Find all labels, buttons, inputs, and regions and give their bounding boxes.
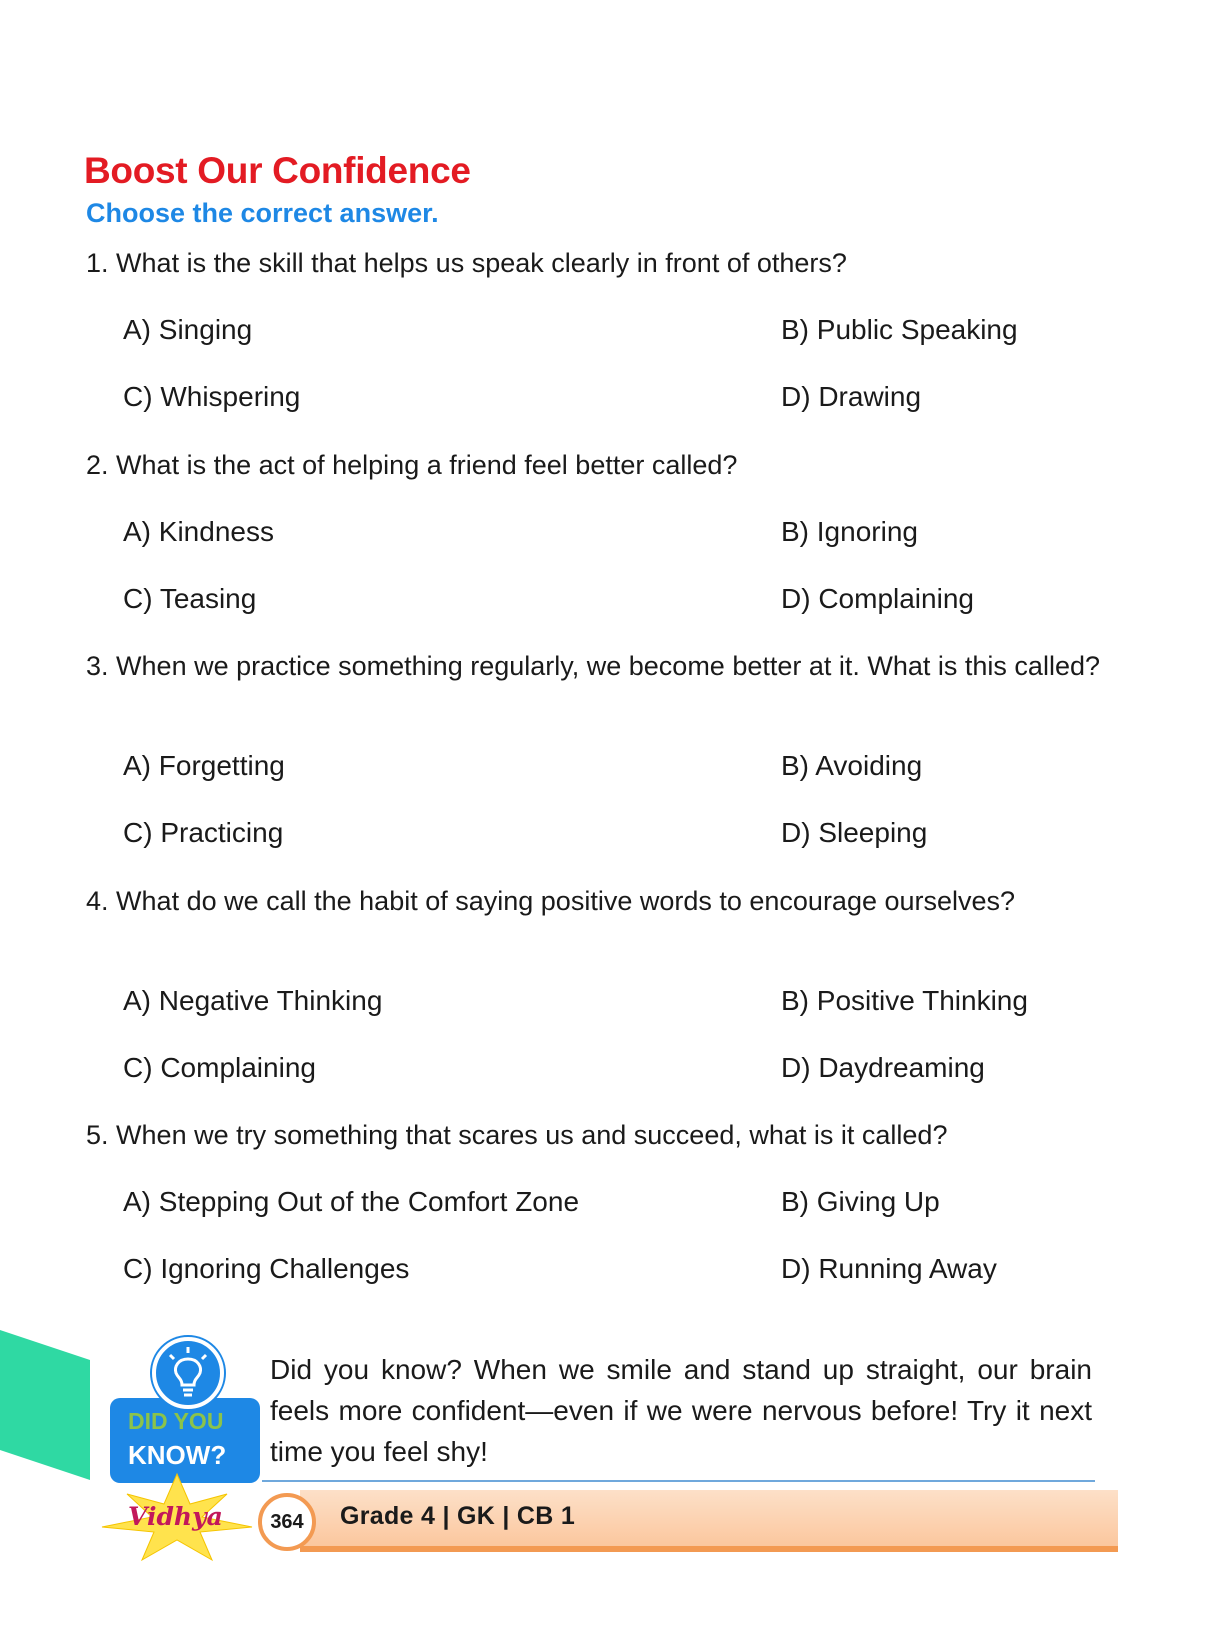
- question-3: [86, 649, 1120, 683]
- question-2: [86, 448, 1120, 482]
- option-1c[interactable]: C) Whispering: [123, 381, 301, 412]
- option-5c[interactable]: C) Ignoring Challenges: [123, 1253, 410, 1284]
- question-number: 1.: [86, 248, 109, 278]
- badge-line-1: DID YOU: [128, 1408, 224, 1434]
- option-1d[interactable]: D) Drawing: [781, 381, 922, 412]
- did-you-know-text: Did you know? When we smile and stand up straight, our brain feels more confident—even if we were nervous before! Try it next time you feel shy!: [270, 1354, 1092, 1467]
- lightbulb-icon: [152, 1337, 224, 1409]
- question-text: What is the skill that helps us speak clearly in front of others?: [116, 248, 847, 278]
- question-text: What do we call the habit of saying positive words to encourage ourselves?: [116, 886, 1016, 916]
- divider: [262, 1480, 1095, 1482]
- question-number: 5.: [86, 1120, 109, 1150]
- question-number: 3.: [86, 651, 109, 681]
- option-3c[interactable]: C) Practicing: [123, 817, 284, 848]
- option-3a[interactable]: A) Forgetting: [123, 750, 285, 781]
- instruction-text: Choose the correct answer.: [86, 198, 439, 228]
- question-number: 4.: [86, 886, 109, 916]
- option-2a[interactable]: A) Kindness: [123, 516, 274, 547]
- badge-line-2: KNOW?: [128, 1440, 227, 1470]
- option-3b[interactable]: B) Avoiding: [781, 750, 923, 781]
- option-2c[interactable]: C) Teasing: [123, 583, 257, 614]
- vidhya-logo-text: Vidhya: [128, 1502, 223, 1531]
- question-text: When we practice something regularly, we become better at it. What is this called?: [116, 651, 1100, 681]
- option-2b[interactable]: B) Ignoring: [781, 516, 918, 547]
- question-5: [86, 1118, 1120, 1152]
- option-5b[interactable]: B) Giving Up: [781, 1186, 940, 1217]
- page-number: 364: [258, 1493, 316, 1551]
- option-5a[interactable]: A) Stepping Out of the Comfort Zone: [123, 1186, 580, 1217]
- option-5d[interactable]: D) Running Away: [781, 1253, 997, 1284]
- option-4d[interactable]: D) Daydreaming: [781, 1052, 985, 1083]
- question-1: [86, 246, 1120, 280]
- option-4c[interactable]: C) Complaining: [123, 1052, 316, 1083]
- question-text: What is the act of helping a friend feel better called?: [116, 450, 738, 480]
- option-3d[interactable]: D) Sleeping: [781, 817, 928, 848]
- question-4: [86, 884, 1120, 918]
- side-tab-decoration: [0, 1330, 90, 1480]
- option-4b[interactable]: B) Positive Thinking: [781, 985, 1028, 1016]
- question-number: 2.: [86, 450, 109, 480]
- footer-label: Grade 4 | GK | CB 1: [340, 1502, 576, 1530]
- option-4a[interactable]: A) Negative Thinking: [123, 985, 383, 1016]
- option-1a[interactable]: A) Singing: [123, 314, 253, 345]
- option-1b[interactable]: B) Public Speaking: [781, 314, 1018, 345]
- question-text: When we try something that scares us and succeed, what is it called?: [116, 1120, 948, 1150]
- page-title: Boost Our Confidence: [84, 150, 471, 191]
- option-2d[interactable]: D) Complaining: [781, 583, 974, 614]
